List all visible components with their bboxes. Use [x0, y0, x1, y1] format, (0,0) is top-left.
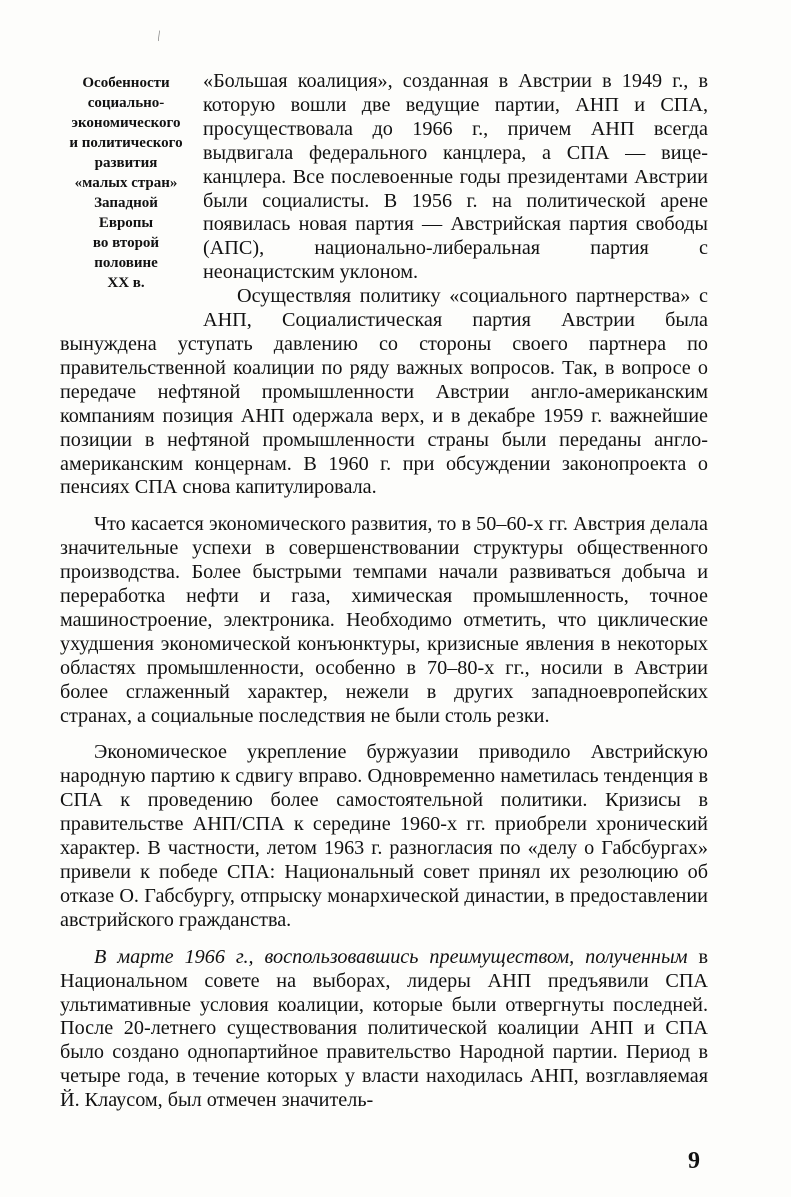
paragraph-3: Что касается экономического развития, то в 50–60-х гг. Австрия делала значительные успехи в совершенствовании структуры общественного производства. Более быстрыми темпами начали развиваться добыча и переработка нефти и газа, химическая промышленность, точное машиностроение, электроника. Необходимо отметить, что циклические ухудшения экономической конъюнктуры, кризисные явления в некоторых областях промышленности, особенно в 70–80-х гг., носили в Австрии более сглаженный характер, нежели в других западноевропейских странах, а социальные последствия не были столь резки.: [60, 513, 708, 727]
margin-heading-line: экономического: [71, 115, 181, 131]
margin-heading-spacer: [60, 70, 203, 310]
margin-heading-line: Западной: [94, 195, 158, 211]
paragraph-2: Осуществляя политику «социального партнерства» с АНП, Социалистическая партия Австрии была вынуждена уступать давлению со стороны своего партнера по правительственной коалиции по ряду важных вопросов. Так, в вопросе о передаче нефтяной промышленности Австрии англо-американским компаниям позиция АНП одержала верх, и в декабре 1959 г. важнейшие позиции в нефтяной промышленности страны были переданы англо-американским концернам. В 1960 г. при обсуждении законопроекта о пенсиях СПА снова капитулировала.: [60, 285, 708, 499]
paragraph-5-text: в Национальном совете на выборах, лидеры АНП предъявили СПА ультимативные условия коалиции, которые были отвергнуты последней. После 20-летнего существования политической коалиции АНП и СПА было создано однопартийное правительство Народной партии. Период в четыре года, в течение которых у власти находилась АНП, возглавляемая Й. Клаусом, был отмечен значитель-: [60, 945, 708, 1112]
body-text: [60, 70, 708, 1113]
margin-heading-line: социально-: [87, 95, 165, 111]
margin-heading-line: во второй: [92, 235, 160, 251]
margin-heading-line: Европы: [98, 215, 154, 231]
page-number: 9: [688, 1148, 700, 1174]
paragraph-4: Экономическое укрепление буржуазии приводило Австрийскую народную партию к сдвигу вправо. Одновременно наметилась тенденция в СПА к проведению более самостоятельной политики. Кризисы в правительстве АНП/СПА к середине 1960-х гг. приобрели хронический характер. В частности, летом 1963 г. разногласия по «делу о Габсбургах» привели к победе СПА: Национальный совет принял их резолюцию об отказе О. Габсбургу, отпрыску монархической династии, в предоставлении австрийского гражданства.: [60, 741, 708, 931]
paragraph-1: «Большая коалиция», созданная в Австрии в 1949 г., в которую вошли две ведущие партии, АНП и СПА, просуществовала до 1966 г., причем АНП всегда выдвигала федерального канцлера, а СПА — вице-канцлера. Все послевоенные годы президентами Австрии были социалисты. В 1956 г. на политической арене появилась новая партия — Австрийская партия свободы (АПС), национально-либеральная партия с неонацистским уклоном.: [203, 70, 708, 284]
paragraph-5-italic-lead: В марте 1966 г., воспользовавшись преимуществом, полученным: [94, 945, 688, 968]
margin-heading-line: половине: [94, 255, 158, 271]
margin-heading-line: «малых стран»: [74, 175, 178, 191]
margin-heading-line: развития: [94, 155, 158, 171]
margin-heading-line: и политического: [69, 135, 183, 151]
scan-mark: ⁄: [154, 28, 164, 43]
paragraph-5: [60, 946, 708, 1113]
margin-heading-line: Особенности: [82, 75, 170, 91]
margin-heading-line: XX в.: [107, 275, 145, 291]
